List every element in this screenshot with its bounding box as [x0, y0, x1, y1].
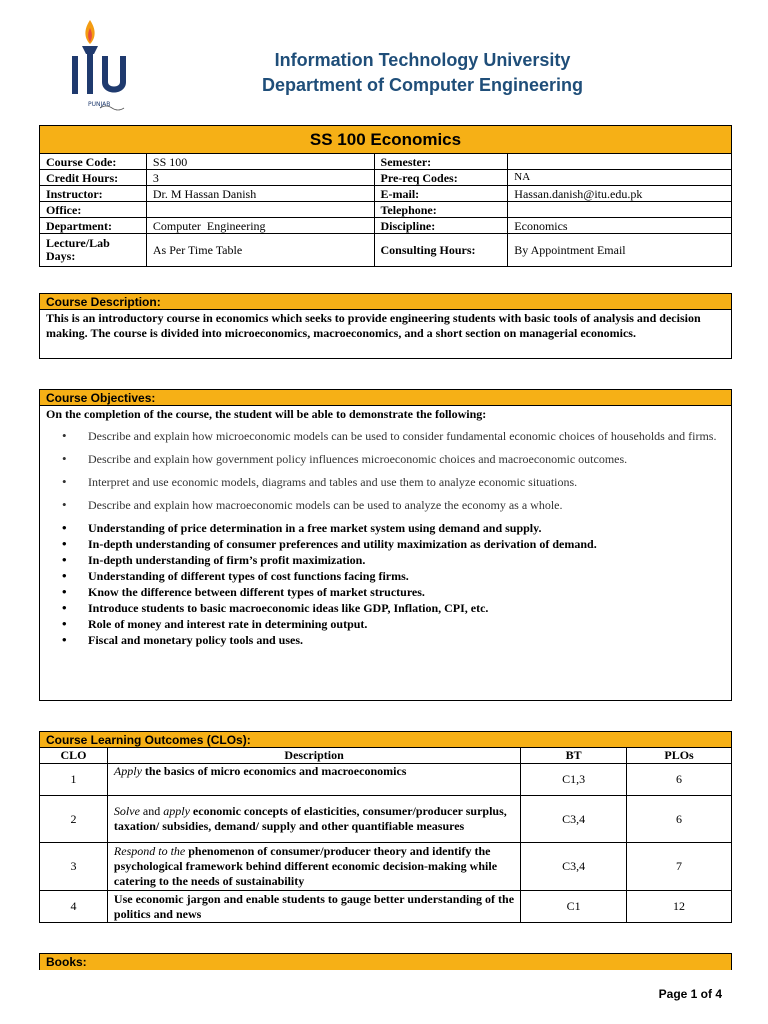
- credit-hours-value: 3: [146, 170, 374, 186]
- list-item: • Understanding of price determination in a free market system using demand and supply.: [62, 520, 723, 536]
- clo-description: Use economic jargon and enable students to gauge better understanding of the politics and news: [107, 891, 520, 923]
- department-name: Department of Computer Engineering: [262, 75, 584, 95]
- telephone-label: Telephone:: [374, 202, 508, 218]
- office-value: [146, 202, 374, 218]
- course-code-value: SS 100: [146, 154, 374, 170]
- table-row: [40, 796, 732, 843]
- page-number: Page 1 of 4: [658, 987, 722, 1001]
- clo-number: 1: [40, 764, 108, 796]
- course-objectives-heading: Course Objectives:: [40, 390, 731, 406]
- university-name: Information Technology University: [274, 50, 571, 70]
- list-item: • In-depth understanding of consumer preferences and utility maximization as derivation of demand.: [62, 536, 723, 552]
- list-item: • Introduce students to basic macroeconomic ideas like GDP, Inflation, CPI, etc.: [62, 600, 723, 616]
- clo-heading: Course Learning Outcomes (CLOs):: [40, 732, 732, 748]
- list-item: • In-depth understanding of firm’s profit maximization.: [62, 552, 723, 568]
- instructor-label: Instructor:: [40, 186, 147, 202]
- column-header-clo: CLO: [40, 748, 108, 764]
- clo-plos: 7: [627, 843, 732, 891]
- document-header: [262, 48, 583, 97]
- list-item: • Understanding of different types of cost functions facing firms.: [62, 568, 723, 584]
- clo-bt: C3,4: [521, 843, 627, 891]
- list-item: • Role of money and interest rate in determining output.: [62, 616, 723, 632]
- column-header-bt: BT: [521, 748, 627, 764]
- semester-value: [508, 154, 732, 170]
- course-description-section: [39, 293, 732, 359]
- lecture-days-label: Lecture/Lab Days:: [40, 234, 147, 267]
- clo-number: 3: [40, 843, 108, 891]
- clo-bt: C1,3: [521, 764, 627, 796]
- list-item: • Describe and explain how government policy influences microeconomic choices and macroeconomic outcomes.: [62, 451, 723, 467]
- office-label: Office:: [40, 202, 147, 218]
- course-title: SS 100 Economics: [40, 126, 732, 154]
- discipline-label: Discipline:: [374, 218, 508, 234]
- clo-number: 4: [40, 891, 108, 923]
- svg-text:PUNJAB: PUNJAB: [88, 101, 111, 108]
- consulting-hours-label: Consulting Hours:: [374, 234, 508, 267]
- column-header-plos: PLOs: [627, 748, 732, 764]
- instructor-value: Dr. M Hassan Danish: [146, 186, 374, 202]
- list-item: • Fiscal and monetary policy tools and uses.: [62, 632, 723, 648]
- objectives-intro: On the completion of the course, the student will be able to demonstrate the following:: [46, 407, 487, 421]
- table-row: [40, 218, 732, 234]
- clo-bt: C3,4: [521, 796, 627, 843]
- clo-column-headers: [40, 748, 732, 764]
- discipline-value: Economics: [508, 218, 732, 234]
- list-item: • Know the difference between different types of market structures.: [62, 584, 723, 600]
- email-label: E-mail:: [374, 186, 508, 202]
- semester-label: Semester:: [374, 154, 508, 170]
- clo-bt: C1: [521, 891, 627, 923]
- course-description-heading: Course Description:: [40, 294, 731, 310]
- course-code-label: Course Code:: [40, 154, 147, 170]
- credit-hours-label: Credit Hours:: [40, 170, 147, 186]
- clo-description: Apply the basics of micro economics and macroeconomics: [107, 764, 520, 796]
- department-value: Computer Engineering: [146, 218, 374, 234]
- course-info-table: [39, 125, 732, 267]
- table-row: [40, 154, 732, 170]
- clo-description: Solve and apply economic concepts of elasticities, consumer/producer surplus, taxation/ subsidies, demand/ supply and other quantifiable measures: [107, 796, 520, 843]
- books-section: [39, 953, 732, 970]
- telephone-value: [508, 202, 732, 218]
- university-logo: [60, 18, 140, 118]
- books-heading: Books:: [40, 954, 731, 970]
- objectives-list: [40, 428, 731, 513]
- clo-plos: 6: [627, 796, 732, 843]
- table-row: [40, 234, 732, 267]
- table-row: [40, 170, 732, 186]
- list-item: • Describe and explain how microeconomic models can be used to consider fundamental economic choices of households and firms.: [62, 428, 723, 444]
- list-item: • Interpret and use economic models, diagrams and tables and use them to analyze economic situations.: [62, 474, 723, 490]
- table-row: [40, 202, 732, 218]
- table-row: [40, 186, 732, 202]
- list-item: • Describe and explain how macroeconomic models can be used to analyze the economy as a whole.: [62, 497, 723, 513]
- course-objectives-section: [39, 389, 732, 701]
- column-header-description: Description: [107, 748, 520, 764]
- clo-plos: 12: [627, 891, 732, 923]
- clo-description: Respond to the phenomenon of consumer/producer theory and identify the psychological framework behind different economic decision-making while catering to the needs of sustainability: [107, 843, 520, 891]
- table-row: [40, 891, 732, 923]
- clo-number: 2: [40, 796, 108, 843]
- table-row: [40, 843, 732, 891]
- department-label: Department:: [40, 218, 147, 234]
- prereq-label: Pre-req Codes:: [374, 170, 508, 186]
- lecture-days-value: As Per Time Table: [146, 234, 374, 267]
- clo-plos: 6: [627, 764, 732, 796]
- consulting-hours-value: By Appointment Email: [508, 234, 732, 267]
- clo-table: [39, 731, 732, 923]
- objectives-list-bold: [40, 520, 731, 648]
- table-row: [40, 764, 732, 796]
- prereq-value: NA: [508, 170, 732, 186]
- email-value: Hassan.danish@itu.edu.pk: [508, 186, 732, 202]
- course-description-text: This is an introductory course in economics which seeks to provide engineering students with basic tools of analysis and decision making. The course is divided into microeconomics, macroeconomics, and a short section on managerial economics.: [46, 311, 701, 340]
